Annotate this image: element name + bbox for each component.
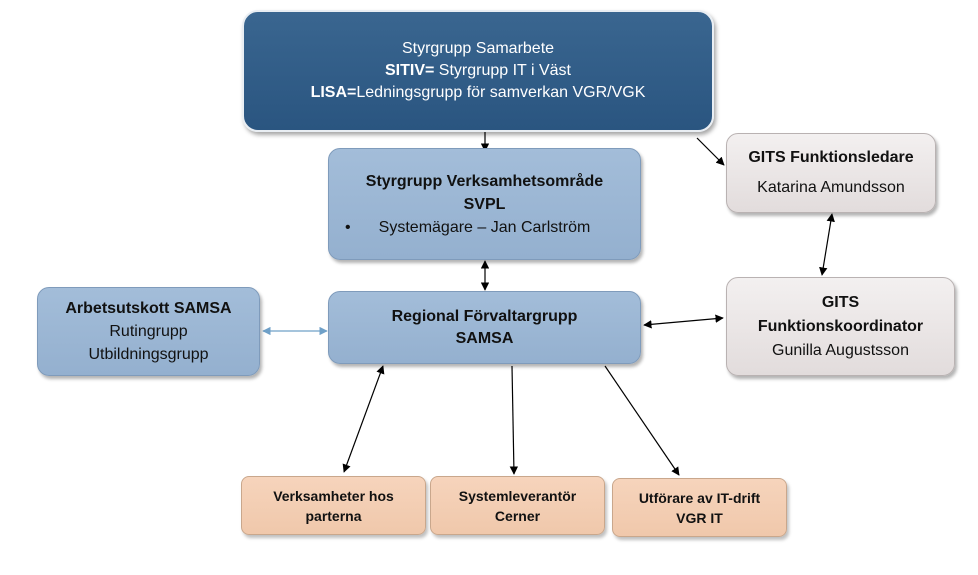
arrow-regional-systemleverantor xyxy=(512,366,514,474)
top-line-2 xyxy=(385,60,571,82)
verksamheter-line-2: parterna xyxy=(305,507,362,524)
gits-ledare-name: Katarina Amundsson xyxy=(757,179,905,196)
arbetsutskott-box xyxy=(37,287,260,376)
arbetsutskott-line-1: Rutingrupp xyxy=(109,323,188,340)
arbetsutskott-title: Arbetsutskott SAMSA xyxy=(65,300,232,317)
verksamheter-box xyxy=(241,476,426,535)
utforare-line-2: VGR IT xyxy=(676,509,723,526)
regional-forvaltargrupp-box xyxy=(328,291,641,364)
top-line-1: Styrgrupp Samarbete xyxy=(401,40,555,57)
verksamheter-line-1: Verksamheter hos xyxy=(273,487,394,504)
arrow-regional-verksamheter xyxy=(344,366,383,472)
gits-koordinator-title-2: Funktionskoordinator xyxy=(757,317,924,335)
arrow-ledare-koordinator xyxy=(822,214,832,275)
top-line-3 xyxy=(311,82,646,104)
arrow-top-gitsledare xyxy=(697,138,724,165)
gits-ledare-title: GITS Funktionsledare xyxy=(748,149,914,166)
systemleverantor-box xyxy=(430,476,605,535)
svpl-item: Systemägare – Jan Carlström xyxy=(378,218,591,236)
gits-funktionskoordinator-box xyxy=(726,277,955,376)
sitiv-label: SITIV= xyxy=(384,62,435,79)
utforare-line-1: Utförare av IT-drift xyxy=(638,489,761,506)
utforare-box xyxy=(612,478,787,537)
styrgrupp-svpl-box xyxy=(328,148,641,260)
gits-koordinator-title-1: GITS xyxy=(821,293,860,311)
systemleverantor-line-2: Cerner xyxy=(494,507,541,524)
arrow-regional-utforare xyxy=(605,366,679,475)
bullet-icon: • xyxy=(345,218,351,236)
gits-funktionsledare-box xyxy=(726,133,936,213)
svpl-title-1: Styrgrupp Verksamhetsområde xyxy=(365,172,604,190)
gits-koordinator-name: Gunilla Augustsson xyxy=(772,341,909,359)
arbetsutskott-line-2: Utbildningsgrupp xyxy=(88,346,209,363)
lisa-label: LISA= xyxy=(310,84,357,101)
lisa-text: Ledningsgrupp för samverkan VGR/VGK xyxy=(356,84,646,101)
styrgrupp-samarbete-box xyxy=(242,10,714,132)
systemleverantor-line-1: Systemleverantör xyxy=(458,487,577,504)
svpl-bullet-line xyxy=(329,216,640,239)
svpl-title-2: SVPL xyxy=(463,195,506,213)
regional-title-2: SAMSA xyxy=(455,329,514,347)
regional-title-1: Regional Förvaltargrupp xyxy=(391,307,578,325)
sitiv-text: Styrgrupp IT i Väst xyxy=(434,62,571,79)
arrow-regional-koordinator xyxy=(644,318,723,325)
